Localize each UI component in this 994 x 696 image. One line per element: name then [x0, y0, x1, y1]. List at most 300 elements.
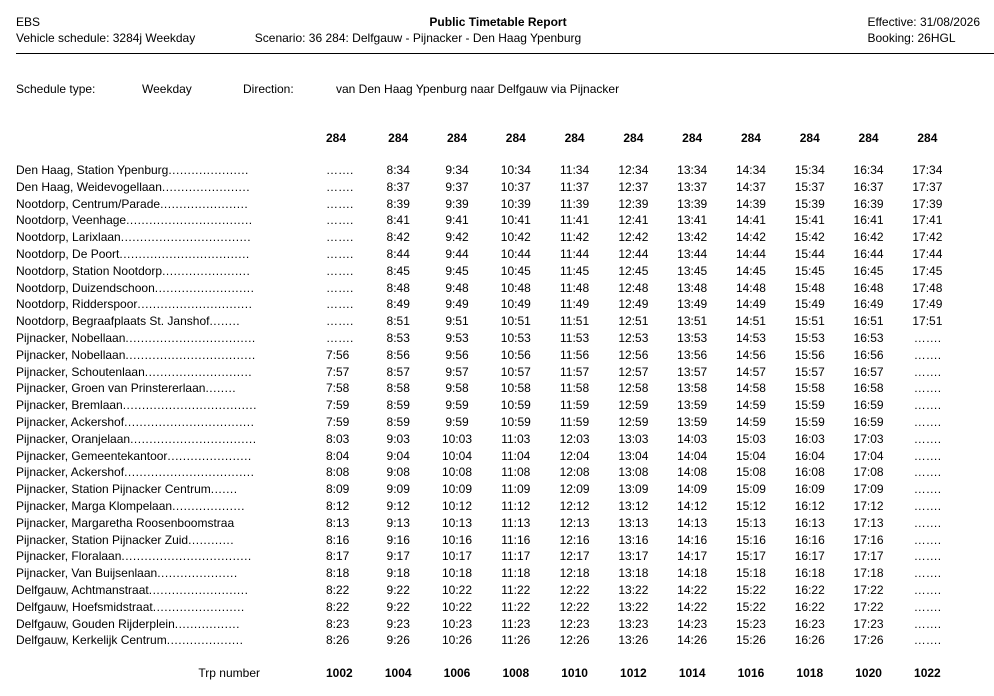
- stop-name: Nootdorp, Station Nootdorp: [16, 263, 163, 278]
- stop-row: [16, 397, 957, 414]
- departure-time: 13:22: [618, 599, 649, 614]
- route-number: 284: [799, 131, 820, 145]
- departure-time: 11:34: [560, 163, 590, 177]
- leader-dots: ..................................: [124, 465, 255, 480]
- stop-name-cell: [16, 431, 310, 448]
- route-number: 284: [446, 131, 467, 145]
- departure-time: 12:26: [559, 633, 590, 648]
- stop-row: [16, 616, 957, 633]
- departure-time: 15:22: [735, 582, 766, 597]
- departure-time: 15:34: [794, 163, 825, 177]
- stop-row: [16, 229, 957, 246]
- departure-time: 9:26: [386, 633, 410, 648]
- leader-dots: ..................................: [124, 414, 255, 429]
- departure-time: 10:53: [500, 330, 531, 345]
- departure-time: 17:34: [912, 163, 943, 177]
- departure-time: 12:34: [618, 163, 649, 177]
- departure-time: 15:16: [735, 532, 766, 547]
- departure-time: 16:17: [794, 549, 825, 564]
- departure-time: 8:22: [326, 582, 350, 597]
- departure-time: 11:26: [501, 633, 531, 648]
- departure-time: 9:17: [386, 549, 410, 564]
- leader-dots: ..................................: [125, 330, 256, 345]
- stop-row: [16, 431, 957, 448]
- departure-time: 17:39: [912, 196, 943, 211]
- departure-time: 12:49: [618, 297, 649, 312]
- trip-number: 1006: [443, 666, 471, 681]
- stop-name: Delfgauw, Kerkelijk Centrum: [16, 633, 167, 648]
- departure-time: 10:45: [500, 263, 531, 278]
- route-number: 284: [858, 131, 879, 145]
- departure-time: 14:37: [735, 179, 766, 194]
- stop-name-cell: [16, 229, 310, 246]
- departure-time: 11:51: [560, 314, 590, 329]
- departure-time: 12:39: [618, 196, 649, 211]
- spacer-row: [16, 649, 957, 663]
- departure-time: 10:59: [500, 414, 531, 429]
- leader-dots: ..................................: [120, 230, 252, 245]
- leader-dots: ....................: [166, 633, 244, 648]
- leader-dots: ...................................: [122, 398, 257, 413]
- departure-time: 12:58: [618, 381, 649, 396]
- departure-time: 7:59: [326, 414, 350, 429]
- departure-time: 9:53: [445, 330, 469, 345]
- departure-time: 10:26: [441, 633, 472, 648]
- departure-time: 8:18: [326, 566, 350, 581]
- departure-time: 12:03: [559, 431, 590, 446]
- departure-time: 11:44: [560, 246, 590, 261]
- departure-time: 10:34: [500, 163, 531, 177]
- departure-time: 7:58: [326, 381, 350, 396]
- departure-time: 11:12: [501, 498, 531, 513]
- departure-time: 11:37: [560, 179, 590, 194]
- leader-dots: .......................: [161, 179, 251, 194]
- departure-time: 13:58: [677, 381, 708, 396]
- departure-time: 10:49: [500, 297, 531, 312]
- stop-row: [16, 196, 957, 213]
- departure-time: 11:42: [560, 230, 590, 245]
- departure-time: 16:44: [853, 246, 884, 261]
- departure-time: 12:08: [559, 465, 590, 480]
- departure-time: 13:09: [618, 482, 649, 497]
- stop-name: Pijnacker, Floralaan: [16, 549, 122, 564]
- departure-time: 9:34: [445, 163, 469, 177]
- departure-time: 13:39: [677, 196, 708, 211]
- departure-time: 17:41: [912, 213, 943, 228]
- stop-row: [16, 347, 957, 364]
- departure-time: 16:18: [794, 566, 825, 581]
- stop-name-cell: [16, 464, 310, 481]
- leader-dots: .................................: [126, 213, 253, 228]
- departure-time: 13:44: [677, 246, 708, 261]
- departure-time: 15:56: [794, 347, 825, 362]
- leader-dots: ..................................: [119, 246, 250, 261]
- departure-time: 10:09: [441, 482, 472, 497]
- departure-time: 8:58: [386, 381, 410, 396]
- departure-time: 14:13: [677, 515, 708, 530]
- departure-time: …….: [913, 465, 942, 480]
- departure-time: 14:53: [735, 330, 766, 345]
- stop-name: Den Haag, Station Ypenburg: [16, 163, 169, 177]
- leader-dots: .......: [210, 482, 238, 497]
- stop-name-cell: [16, 330, 310, 347]
- departure-time: 14:22: [677, 599, 708, 614]
- departure-time: 16:49: [853, 297, 884, 312]
- departure-time: 13:59: [677, 414, 708, 429]
- stop-name-cell: [16, 364, 310, 381]
- departure-time: 13:48: [677, 280, 708, 295]
- departure-time: 7:57: [326, 364, 350, 379]
- departure-time: 14:23: [677, 616, 708, 631]
- departure-time: 9:37: [445, 179, 469, 194]
- trip-number: 1016: [737, 666, 765, 681]
- stop-row: [16, 380, 957, 397]
- departure-time: 8:57: [386, 364, 410, 379]
- trip-number: 1010: [561, 666, 588, 681]
- stop-row: [16, 212, 957, 229]
- departure-time: 14:51: [735, 314, 766, 329]
- departure-time: 17:04: [853, 448, 884, 463]
- departure-time: 16:13: [794, 515, 825, 530]
- departure-time: 8:04: [326, 448, 350, 463]
- stop-name-cell: [16, 582, 310, 599]
- stop-row: [16, 414, 957, 431]
- header-center: [16, 14, 980, 46]
- departure-time: 14:59: [735, 398, 766, 413]
- departure-time: 17:22: [853, 582, 884, 597]
- departure-time: 14:49: [735, 297, 766, 312]
- departure-time: 10:08: [441, 465, 472, 480]
- departure-time: 17:16: [853, 532, 884, 547]
- trip-number-row: [16, 663, 957, 683]
- departure-time: 9:57: [445, 364, 469, 379]
- departure-time: 12:23: [559, 616, 590, 631]
- departure-time: 13:03: [618, 431, 649, 446]
- stop-name: Pijnacker, Marga Klompelaan: [16, 498, 173, 513]
- stop-name: Nootdorp, Veenhage: [16, 213, 127, 228]
- departure-time: 11:41: [560, 213, 590, 228]
- leader-dots: ............: [188, 532, 235, 547]
- departure-time: 13:56: [677, 347, 708, 362]
- departure-time: 14:42: [735, 230, 766, 245]
- stop-name: Pijnacker, Bremlaan: [16, 398, 123, 413]
- departure-time: 8:26: [326, 633, 350, 648]
- route-number: 284: [917, 131, 938, 145]
- departure-time: 9:44: [445, 246, 469, 261]
- departure-time: 15:59: [794, 398, 825, 413]
- stop-row: [16, 481, 957, 498]
- org-name: EBS: [16, 15, 41, 29]
- departure-time: 14:39: [735, 196, 766, 211]
- departure-time: 10:22: [441, 582, 472, 597]
- departure-time: 15:42: [794, 230, 825, 245]
- departure-time: 12:37: [618, 179, 649, 194]
- stop-row: [16, 330, 957, 347]
- leader-dots: ..................................: [121, 549, 252, 564]
- departure-time: 10:44: [500, 246, 531, 261]
- departure-time: 14:48: [735, 280, 766, 295]
- booking-code: Booking: 26HGL: [867, 31, 956, 45]
- departure-time: 8:34: [386, 163, 410, 177]
- stop-name: Pijnacker, Oranjelaan: [16, 431, 131, 446]
- departure-time: 8:23: [326, 616, 350, 631]
- stop-name-cell: [16, 548, 310, 565]
- stop-row: [16, 632, 957, 649]
- departure-time: 13:41: [677, 213, 708, 228]
- report-title: Public Timetable Report: [429, 15, 567, 29]
- departure-time: 17:51: [912, 314, 943, 329]
- stop-name-cell: [16, 632, 310, 649]
- departure-time: …….: [913, 633, 942, 648]
- departure-time: 9:18: [386, 566, 410, 581]
- departure-time: …….: [913, 599, 942, 614]
- departure-time: 14:26: [677, 633, 708, 648]
- departure-time: 13:04: [618, 448, 649, 463]
- leader-dots: ...................: [172, 498, 245, 513]
- departure-time: 9:13: [386, 515, 410, 530]
- departure-time: 11:39: [560, 196, 590, 211]
- departure-time: 17:42: [912, 230, 943, 245]
- leader-dots: .......................: [160, 196, 249, 211]
- stop-row: [16, 296, 957, 313]
- departure-time: 15:53: [794, 330, 825, 345]
- departure-time: 17:09: [853, 482, 884, 497]
- departure-time: …….: [913, 398, 942, 413]
- departure-time: 10:42: [500, 230, 531, 245]
- departure-time: 15:44: [794, 246, 825, 261]
- trip-number-label: Trp number: [198, 666, 260, 681]
- departure-time: 15:37: [794, 179, 825, 194]
- departure-time: …….: [913, 549, 942, 564]
- departure-time: …….: [913, 498, 942, 513]
- departure-time: 16:48: [853, 280, 884, 295]
- stop-name-cell: [16, 179, 310, 196]
- stop-row: [16, 515, 957, 532]
- departure-time: 8:44: [386, 246, 410, 261]
- departure-time: 17:08: [853, 465, 884, 480]
- stop-name: Nootdorp, Ridderspoor: [16, 297, 138, 312]
- stop-name-cell: [16, 280, 310, 297]
- stop-name-cell: [16, 246, 310, 263]
- stop-name-cell: [16, 196, 310, 213]
- departure-time: 13:45: [677, 263, 708, 278]
- departure-time: 15:26: [735, 633, 766, 648]
- departure-time: 14:58: [735, 381, 766, 396]
- departure-time: 16:34: [853, 163, 884, 177]
- departure-time: 14:04: [677, 448, 708, 463]
- departure-time: 15:18: [735, 566, 766, 581]
- stop-name-cell: [16, 313, 310, 330]
- departure-time: 16:03: [794, 431, 825, 446]
- departure-time: 9:39: [445, 196, 469, 211]
- departure-time: 16:41: [853, 213, 884, 228]
- stop-name: Pijnacker, Schoutenlaan: [16, 364, 145, 379]
- departure-time: 15:08: [735, 465, 766, 480]
- departure-time: 12:48: [618, 280, 649, 295]
- departure-time: 11:53: [560, 330, 590, 345]
- departure-time: 10:58: [500, 381, 531, 396]
- departure-time: …….: [913, 381, 942, 396]
- departure-time: 11:22: [501, 599, 531, 614]
- departure-time: …….: [913, 582, 942, 597]
- report-header: [16, 14, 980, 48]
- departure-time: 14:08: [677, 465, 708, 480]
- departure-time: 12:13: [559, 515, 590, 530]
- departure-time: 11:23: [501, 616, 531, 631]
- stop-row: [16, 263, 957, 280]
- departure-time: 12:42: [618, 230, 649, 245]
- departure-time: 12:18: [559, 566, 590, 581]
- departure-time: 13:53: [677, 330, 708, 345]
- departure-time: 12:53: [618, 330, 649, 345]
- leader-dots: .......................: [162, 263, 251, 278]
- departure-time: 12:45: [618, 263, 649, 278]
- departure-time: …….: [913, 448, 942, 463]
- stop-row: [16, 448, 957, 465]
- departure-time: 13:23: [618, 616, 649, 631]
- departure-time: 17:23: [853, 616, 884, 631]
- departure-time: 16:56: [853, 347, 884, 362]
- departure-time: 15:45: [794, 263, 825, 278]
- departure-time: 8:59: [386, 414, 410, 429]
- departure-time: 11:45: [560, 263, 590, 278]
- leader-dots: ........: [209, 314, 241, 329]
- departure-time: 17:45: [912, 263, 943, 278]
- departure-time: 10:57: [500, 364, 531, 379]
- stop-name-cell: [16, 162, 310, 179]
- departure-time: 11:03: [501, 431, 531, 446]
- stop-name: Delfgauw, Gouden Rijderplein: [16, 616, 175, 631]
- leader-dots: ..........................: [148, 582, 249, 597]
- departure-time: 11:59: [560, 414, 590, 429]
- departure-time: 8:37: [386, 179, 410, 194]
- stop-name-cell: [16, 380, 310, 397]
- departure-time: 16:42: [853, 230, 884, 245]
- stop-name-cell: [16, 616, 310, 633]
- departure-time: 11:22: [501, 582, 531, 597]
- route-number: 284: [623, 131, 644, 145]
- stop-row: [16, 364, 957, 381]
- departure-time: 13:49: [677, 297, 708, 312]
- route-number: 284: [682, 131, 703, 145]
- departure-time: 10:37: [500, 179, 531, 194]
- departure-time: 10:41: [500, 213, 531, 228]
- departure-time: 9:22: [386, 582, 410, 597]
- stop-row: [16, 280, 957, 297]
- departure-time: 9:59: [445, 414, 469, 429]
- departure-time: 13:12: [618, 498, 649, 513]
- departure-time: 8:09: [326, 482, 350, 497]
- departure-time: 13:42: [677, 230, 708, 245]
- stop-row: [16, 464, 957, 481]
- departure-time: 15:09: [735, 482, 766, 497]
- stop-name-cell: [16, 565, 310, 582]
- departure-time: 8:42: [386, 230, 410, 245]
- stop-name: Pijnacker, Station Pijnacker Zuid: [16, 532, 189, 547]
- stop-name-cell: [16, 414, 310, 431]
- departure-time: 8:48: [386, 280, 410, 295]
- departure-time: 12:41: [618, 213, 649, 228]
- departure-time: 8:03: [326, 431, 350, 446]
- departure-time: 17:48: [912, 280, 943, 295]
- leader-dots: ............................: [144, 364, 253, 379]
- departure-time: …….: [913, 330, 942, 345]
- departure-time: …….: [913, 482, 942, 497]
- departure-time: 16:16: [794, 532, 825, 547]
- stop-name-cell: [16, 515, 310, 532]
- route-number: 284: [505, 131, 526, 145]
- stop-name-cell: [16, 481, 310, 498]
- stop-name: Delfgauw, Achtmanstraat: [16, 582, 149, 597]
- departure-time: 15:48: [794, 280, 825, 295]
- stop-name: Delfgauw, Hoefsmidstraat: [16, 599, 153, 614]
- departure-time: 17:37: [912, 179, 943, 194]
- departure-time: 8:08: [326, 465, 350, 480]
- departure-time: 17:12: [853, 498, 884, 513]
- departure-time: …….: [326, 213, 354, 228]
- departure-time: 15:23: [735, 616, 766, 631]
- departure-time: 16:37: [853, 179, 884, 194]
- leader-dots: ......................: [167, 448, 252, 463]
- departure-time: 8:56: [386, 347, 410, 362]
- departure-time: 9:42: [445, 230, 469, 245]
- departure-time: 12:12: [559, 498, 590, 513]
- departure-time: 12:22: [559, 599, 590, 614]
- departure-time: 9:41: [445, 213, 469, 228]
- stop-name: Nootdorp, Centrum/Parade: [16, 196, 161, 211]
- trip-number: 1008: [502, 666, 530, 681]
- departure-time: 11:58: [560, 381, 590, 396]
- departure-time: 11:57: [560, 364, 590, 379]
- departure-time: 16:08: [794, 465, 825, 480]
- trip-number: 1022: [914, 666, 941, 681]
- departure-time: …….: [326, 196, 354, 211]
- departure-time: 9:56: [445, 347, 469, 362]
- departure-time: 17:49: [912, 297, 943, 312]
- departure-time: 15:22: [735, 599, 766, 614]
- departure-time: 16:26: [794, 633, 825, 648]
- departure-time: …….: [913, 364, 942, 379]
- departure-time: 17:44: [912, 246, 943, 261]
- departure-time: …….: [326, 163, 354, 177]
- departure-time: 16:04: [794, 448, 825, 463]
- departure-time: 11:17: [501, 549, 531, 564]
- route-number: 284: [564, 131, 585, 145]
- departure-time: 13:57: [677, 364, 708, 379]
- departure-time: 10:03: [441, 431, 472, 446]
- departure-time: 13:22: [618, 582, 649, 597]
- departure-time: 15:57: [794, 364, 825, 379]
- departure-time: 12:51: [618, 314, 649, 329]
- departure-time: 16:59: [853, 414, 884, 429]
- stop-name-cell: [16, 296, 310, 313]
- departure-time: 9:48: [445, 280, 469, 295]
- stop-name: Pijnacker, Van Buijsenlaan: [16, 566, 158, 581]
- departure-time: 14:18: [677, 566, 708, 581]
- departure-time: 10:48: [500, 280, 531, 295]
- departure-time: 15:58: [794, 381, 825, 396]
- stop-name-cell: [16, 347, 310, 364]
- departure-time: 13:26: [618, 633, 649, 648]
- departure-time: 8:13: [326, 515, 350, 530]
- departure-time: 9:49: [445, 297, 469, 312]
- departure-time: 11:18: [501, 566, 531, 581]
- departure-time: 9:45: [445, 263, 469, 278]
- departure-time: 14:34: [735, 163, 766, 177]
- stop-name-cell: [16, 498, 310, 515]
- departure-time: 16:57: [853, 364, 884, 379]
- stop-name-cell: [16, 532, 310, 549]
